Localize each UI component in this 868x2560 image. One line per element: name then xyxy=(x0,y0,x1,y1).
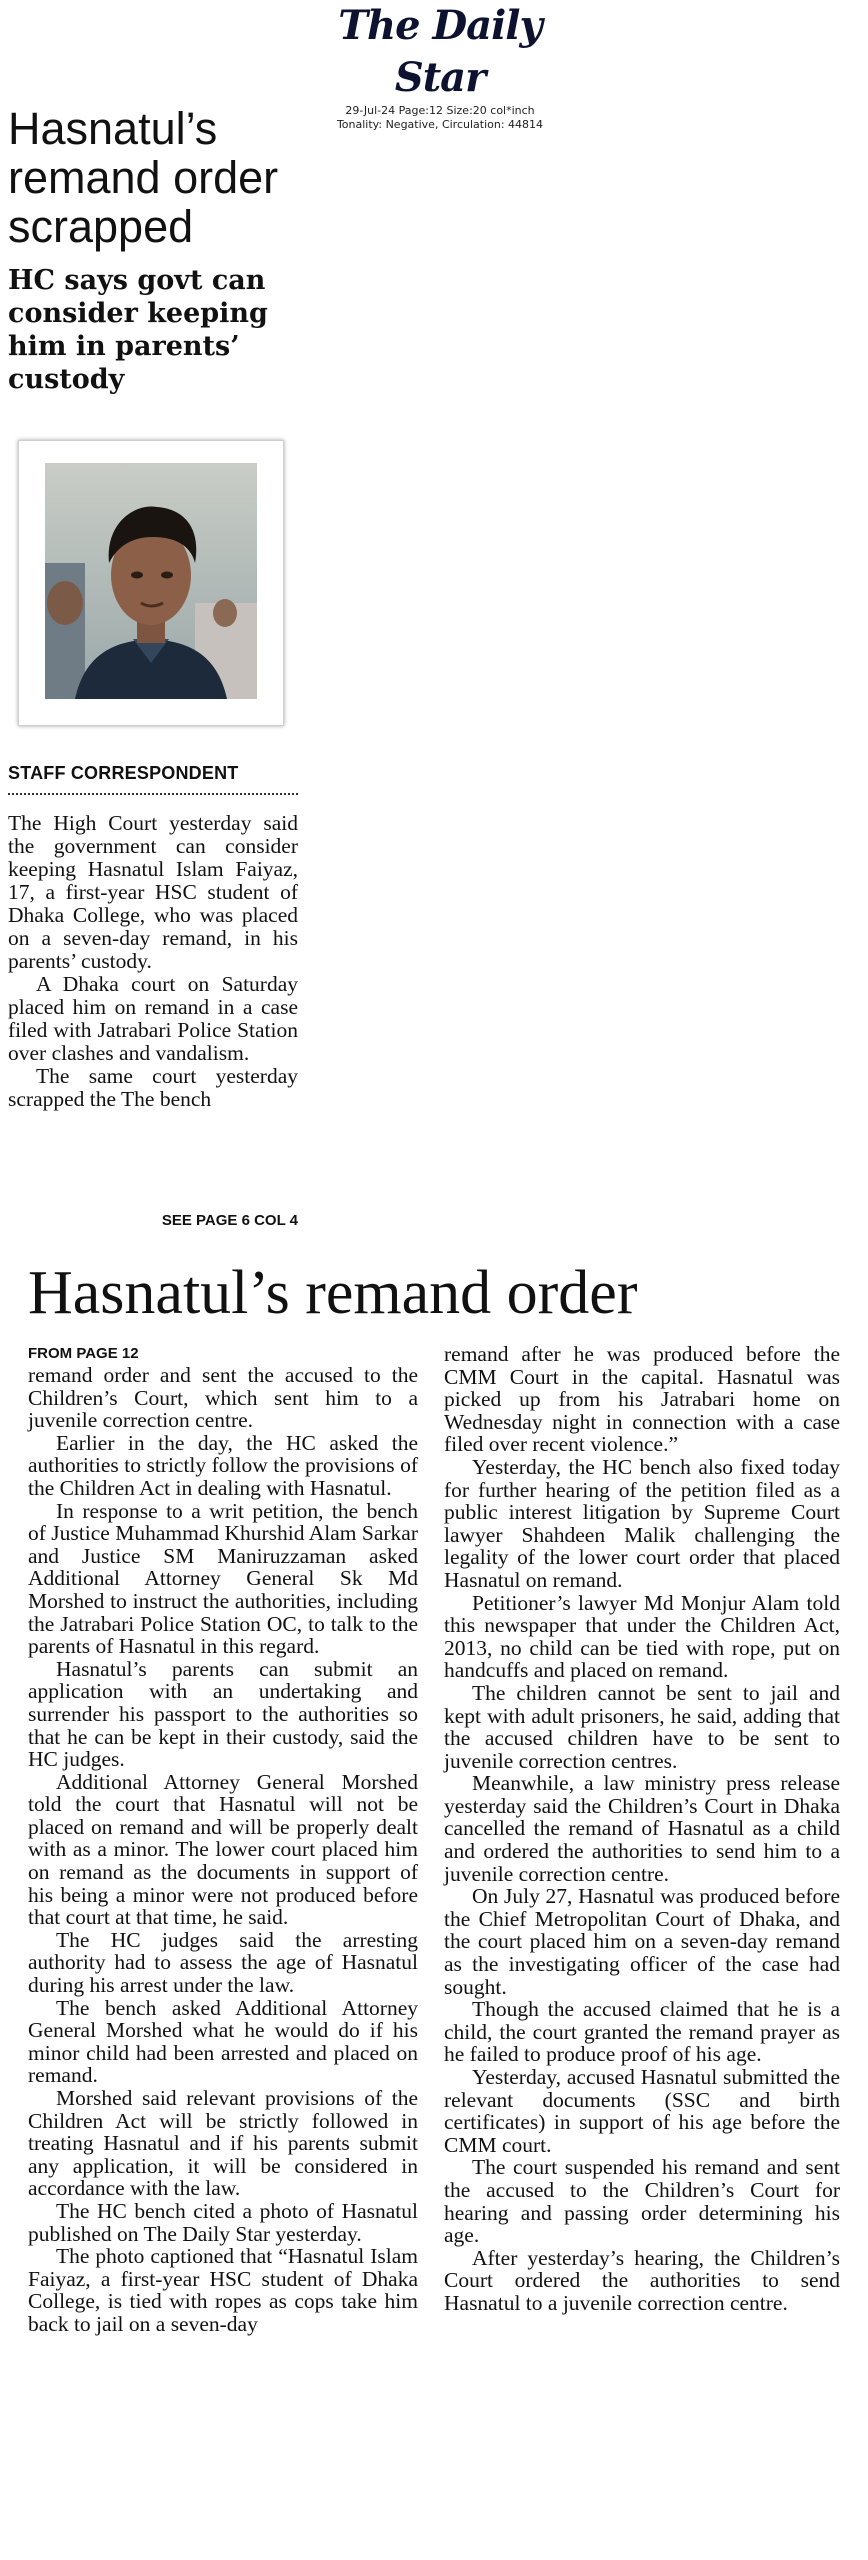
column-paragraph: The children cannot be sent to jail and kept with adult prisoners, he said, adding that the accused children have to be sent to juvenile correction centres. xyxy=(444,1680,840,1773)
article-body xyxy=(8,812,298,1111)
byline-divider xyxy=(8,793,298,795)
column-paragraph: The HC bench cited a photo of Hasnatul published on The Daily Star yesterday. xyxy=(28,2198,418,2246)
byline: STAFF CORRESPONDENT xyxy=(8,763,239,783)
column-paragraph: Yesterday, the HC bench also fixed today for further hearing of the petition filed as a public interest litigation by Supreme Court lawyer Shahdeen Malik challenging the legality of the lower court order that placed Hasnatul on remand. xyxy=(444,1454,840,1592)
column-paragraph: On July 27, Hasnatul was produced before the Chief Metropolitan Court of Dhaka, and the court placed him on a seven-day remand as the investigating officer of the case had sought. xyxy=(444,1884,840,1999)
jump-reference: SEE PAGE 6 COL 4 xyxy=(161,1212,298,1229)
subheadline: HC says govt can consider keeping him in parents’ custody xyxy=(8,265,268,395)
column-paragraph: Yesterday, accused Hasnatul submitted the relevant documents (SSC and birth certificates) in support of his age before the CMM court. xyxy=(444,2065,840,2157)
article-paragraph: The High Court yesterday said the government can consider keeping Hasnatul Islam Faiyaz, 17, a first-year HSC student of Dhaka College, who was placed on a seven-day remand, in his parents’ custody. xyxy=(8,811,298,973)
column-paragraph: Earlier in the day, the HC asked the authorities to strictly follow the provisions of the Children Act in dealing with Hasnatul. xyxy=(28,1430,418,1500)
portrait-illustration xyxy=(45,463,257,699)
column-paragraph: After yesterday’s hearing, the Children’s Court ordered the authorities to send Hasnatul to a juvenile correction centre. xyxy=(444,2245,840,2315)
portrait-photo xyxy=(45,463,257,699)
column-paragraph: The HC judges said the arresting authority had to assess the age of Hasnatul during his arrest under the law. xyxy=(28,1927,418,1998)
column-paragraph: Though the accused claimed that he is a child, the court granted the remand prayer as he failed to produce proof of his age. xyxy=(444,1997,840,2067)
from-page-label: FROM PAGE 12 xyxy=(28,1345,139,1362)
newspaper-logo: The Daily Star xyxy=(338,2,542,101)
continuation-column-1 xyxy=(28,1364,418,2336)
column-paragraph: remand after he was produced before the CMM Court in the capital. Hasnatul was picked up from his Jatrabari home on Wednesday night in connection with a case filed over recent violence.” xyxy=(444,1342,840,1457)
column-paragraph: Morshed said relevant provisions of the Children Act will be strictly followed in treating Hasnatul and if his parents submit any application, it will be considered in accordance with the law. xyxy=(28,2086,418,2201)
column-paragraph: Petitioner’s lawyer Md Monjur Alam told this newspaper that under the Children Act, 2013, no child can be tied with rope, put on handcuffs and placed on remand. xyxy=(444,1590,840,1683)
column-paragraph: The bench asked Additional Attorney General Morshed what he would do if his minor child had been arrested and placed on remand. xyxy=(28,1995,418,2088)
column-paragraph: The photo captioned that “Hasnatul Islam Faiyaz, a first-year HSC student of Dhaka College, is tied with ropes as cops take him back to jail on a seven-day xyxy=(28,2244,418,2336)
clipping-meta-line2: Tonality: Negative, Circulation: 44814 xyxy=(336,118,544,131)
column-paragraph: The court suspended his remand and sent the accused to the Children’s Court for hearing and passing order determining his age. xyxy=(444,2155,840,2248)
article-paragraph: A Dhaka court on Saturday placed him on remand in a case filed with Jatrabari Police Station over clashes and vandalism. xyxy=(8,972,298,1065)
clipping-meta-line1: 29-Jul-24 Page:12 Size:20 col*inch xyxy=(345,104,535,117)
headline: Hasnatul’s remand order scrapped xyxy=(8,103,279,252)
column-paragraph: Meanwhile, a law ministry press release yesterday said the Children’s Court in Dhaka cancelled the remand of Hasnatul as a child and ordered the authorities to send him to a juvenile correction centre. xyxy=(444,1771,840,1886)
masthead xyxy=(300,0,580,132)
column-paragraph: Additional Attorney General Morshed told the court that Hasnatul will not be placed on remand and will be properly dealt with as a minor. The lower court placed him on remand as the documents in support of his being a minor were not produced before that court at that time, he said. xyxy=(28,1769,418,1930)
article-paragraph: The same court yesterday scrapped the The bench xyxy=(8,1064,298,1111)
continuation-headline: Hasnatul’s remand order xyxy=(28,1259,638,1327)
column-paragraph: remand order and sent the accused to the Children’s Court, which sent him to a juvenile correction centre. xyxy=(28,1363,418,1433)
column-paragraph: In response to a writ petition, the bench of Justice Muhammad Khurshid Alam Sarkar and Justice SM Maniruzzaman asked Additional Attorney General Sk Md Morshed to instruct the authorities, including the Jatrabari Police Station OC, to talk to the parents of Hasnatul in this regard. xyxy=(28,1498,418,1659)
continuation-column-2 xyxy=(444,1343,840,2315)
photo-frame xyxy=(18,440,284,726)
column-paragraph: Hasnatul’s parents can submit an application with an undertaking and surrender his passport to the authorities so that he can be kept in their custody, said the HC judges. xyxy=(28,1656,418,1772)
